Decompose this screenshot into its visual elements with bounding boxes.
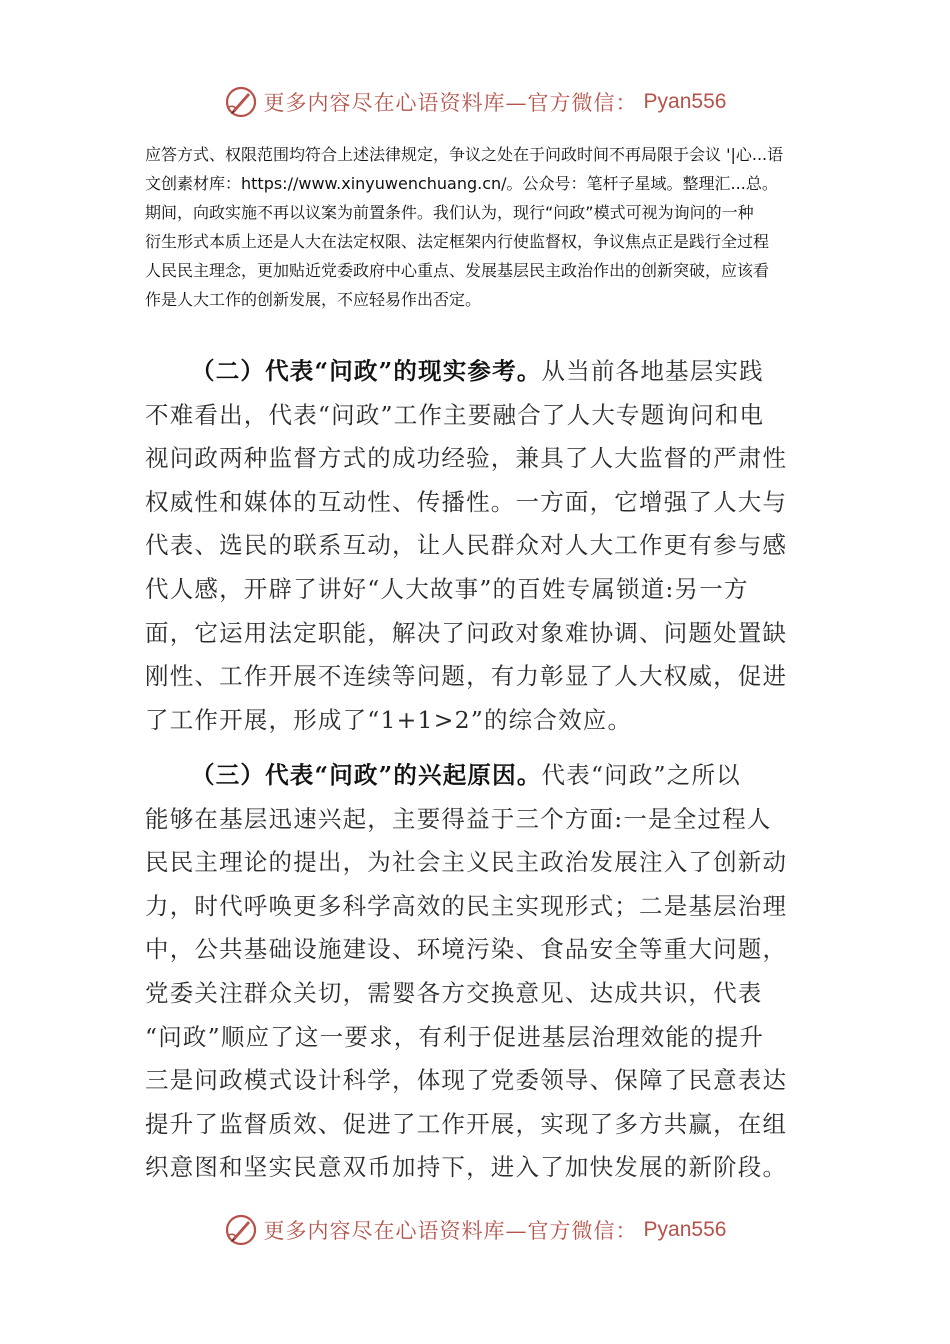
body-line: 党委关注群众关切，需婴各方交换意见、达成共识，代表 (145, 978, 763, 1007)
body-line: “问政”顺应了这一要求，有利于促进基层治理效能的提升 (145, 1022, 765, 1051)
body-line: 织意图和坚实民意双币加持下，进入了加快发展的新阶段。 (145, 1153, 788, 1182)
section-heading: （三）代表“问政”的兴起原因。 (191, 761, 542, 789)
body-line: 三是问政模式设计科学，体现了党委领导、保障了民意表达 (145, 1066, 788, 1095)
intro-line: 衍生形式本质上还是人大在法定权限、法定框架内行使监督权，争议焦点正是践行全过程 (145, 232, 770, 251)
section-rise-reasons (145, 754, 810, 1190)
section-practical-reference (145, 350, 810, 742)
pen-quill-icon (224, 1213, 258, 1247)
intro-line: 文创素材库：https://www.xinyuwenchuang.cn/。公众号：笔杆子星域。整理汇...总。 (145, 174, 778, 193)
banner-text: 更多内容尽在心语资料库—官方微信： (263, 91, 638, 115)
body-line: 中，公共基础设施建设、环境污染、食品安全等重大问题， (145, 935, 788, 964)
intro-line: 期间，向政实施不再以议案为前置条件。我们认为，现行“问政”模式可视为询问的一种 (145, 203, 754, 222)
intro-line: 应答方式、权限范围均符合上述法律规定，争议之处在于问政时间不再局限于会议 '|心...语 (145, 145, 784, 164)
banner-wechat-id: Pyan556 (643, 90, 727, 113)
body-line: 能够在基层迅速兴起，主要得益于三个方面:一是全过程人 (145, 804, 772, 833)
body-line: 提升了监督质效、促进了工作开展，实现了多方共赢，在组 (145, 1109, 788, 1138)
banner-text: 更多内容尽在心语资料库—官方微信： (263, 1219, 638, 1243)
body-line: 不难看出，代表“问政”工作主要融合了人大专题询问和电 (145, 400, 765, 429)
footer-banner (0, 1210, 950, 1250)
body-line: 权威性和媒体的互动性、传播性。一方面，它增强了人大与 (145, 487, 788, 516)
body-line: 代人感，开辟了讲好“人大故事”的百姓专属锁道:另一方 (145, 574, 749, 603)
pen-quill-icon (224, 85, 258, 119)
body-line: 了工作开展，形成了“1+1>2”的综合效应。 (145, 705, 633, 734)
intro-paragraph (145, 140, 810, 314)
body-line: 视问政两种监督方式的成功经验，兼具了人大监督的严肃性 (145, 444, 788, 473)
header-banner (0, 82, 950, 122)
body-line: 力，时代呼唤更多科学高效的民主实现形式；二是基层治理 (145, 891, 788, 920)
section-heading-rest: 从当前各地基层实践 (541, 357, 764, 385)
body-line: 民民主理论的提出，为社会主义民主政治发展注入了创新动 (145, 848, 788, 877)
intro-line: 人民民主理念，更加贴近党委政府中心重点、发展基层民主政治作出的创新突破，应该看 (145, 261, 770, 280)
body-line: 面，它运用法定职能，解决了问政对象难协调、问题处置缺 (145, 618, 788, 647)
section-first-line (145, 754, 810, 798)
section-heading: （二）代表“问政”的现实参考。 (191, 357, 542, 385)
body-line: 刚性、工作开展不连续等问题，有力彰显了人大权威，促进 (145, 662, 788, 691)
body-line: 代表、选民的联系互动，让人民群众对人大工作更有参与感 (145, 531, 788, 560)
intro-line: 作是人大工作的创新发展，不应轻易作出否定。 (145, 290, 482, 309)
banner-wechat-id: Pyan556 (643, 1218, 727, 1241)
section-first-line (145, 350, 810, 394)
section-heading-rest: 代表“问政”之所以 (541, 761, 741, 789)
